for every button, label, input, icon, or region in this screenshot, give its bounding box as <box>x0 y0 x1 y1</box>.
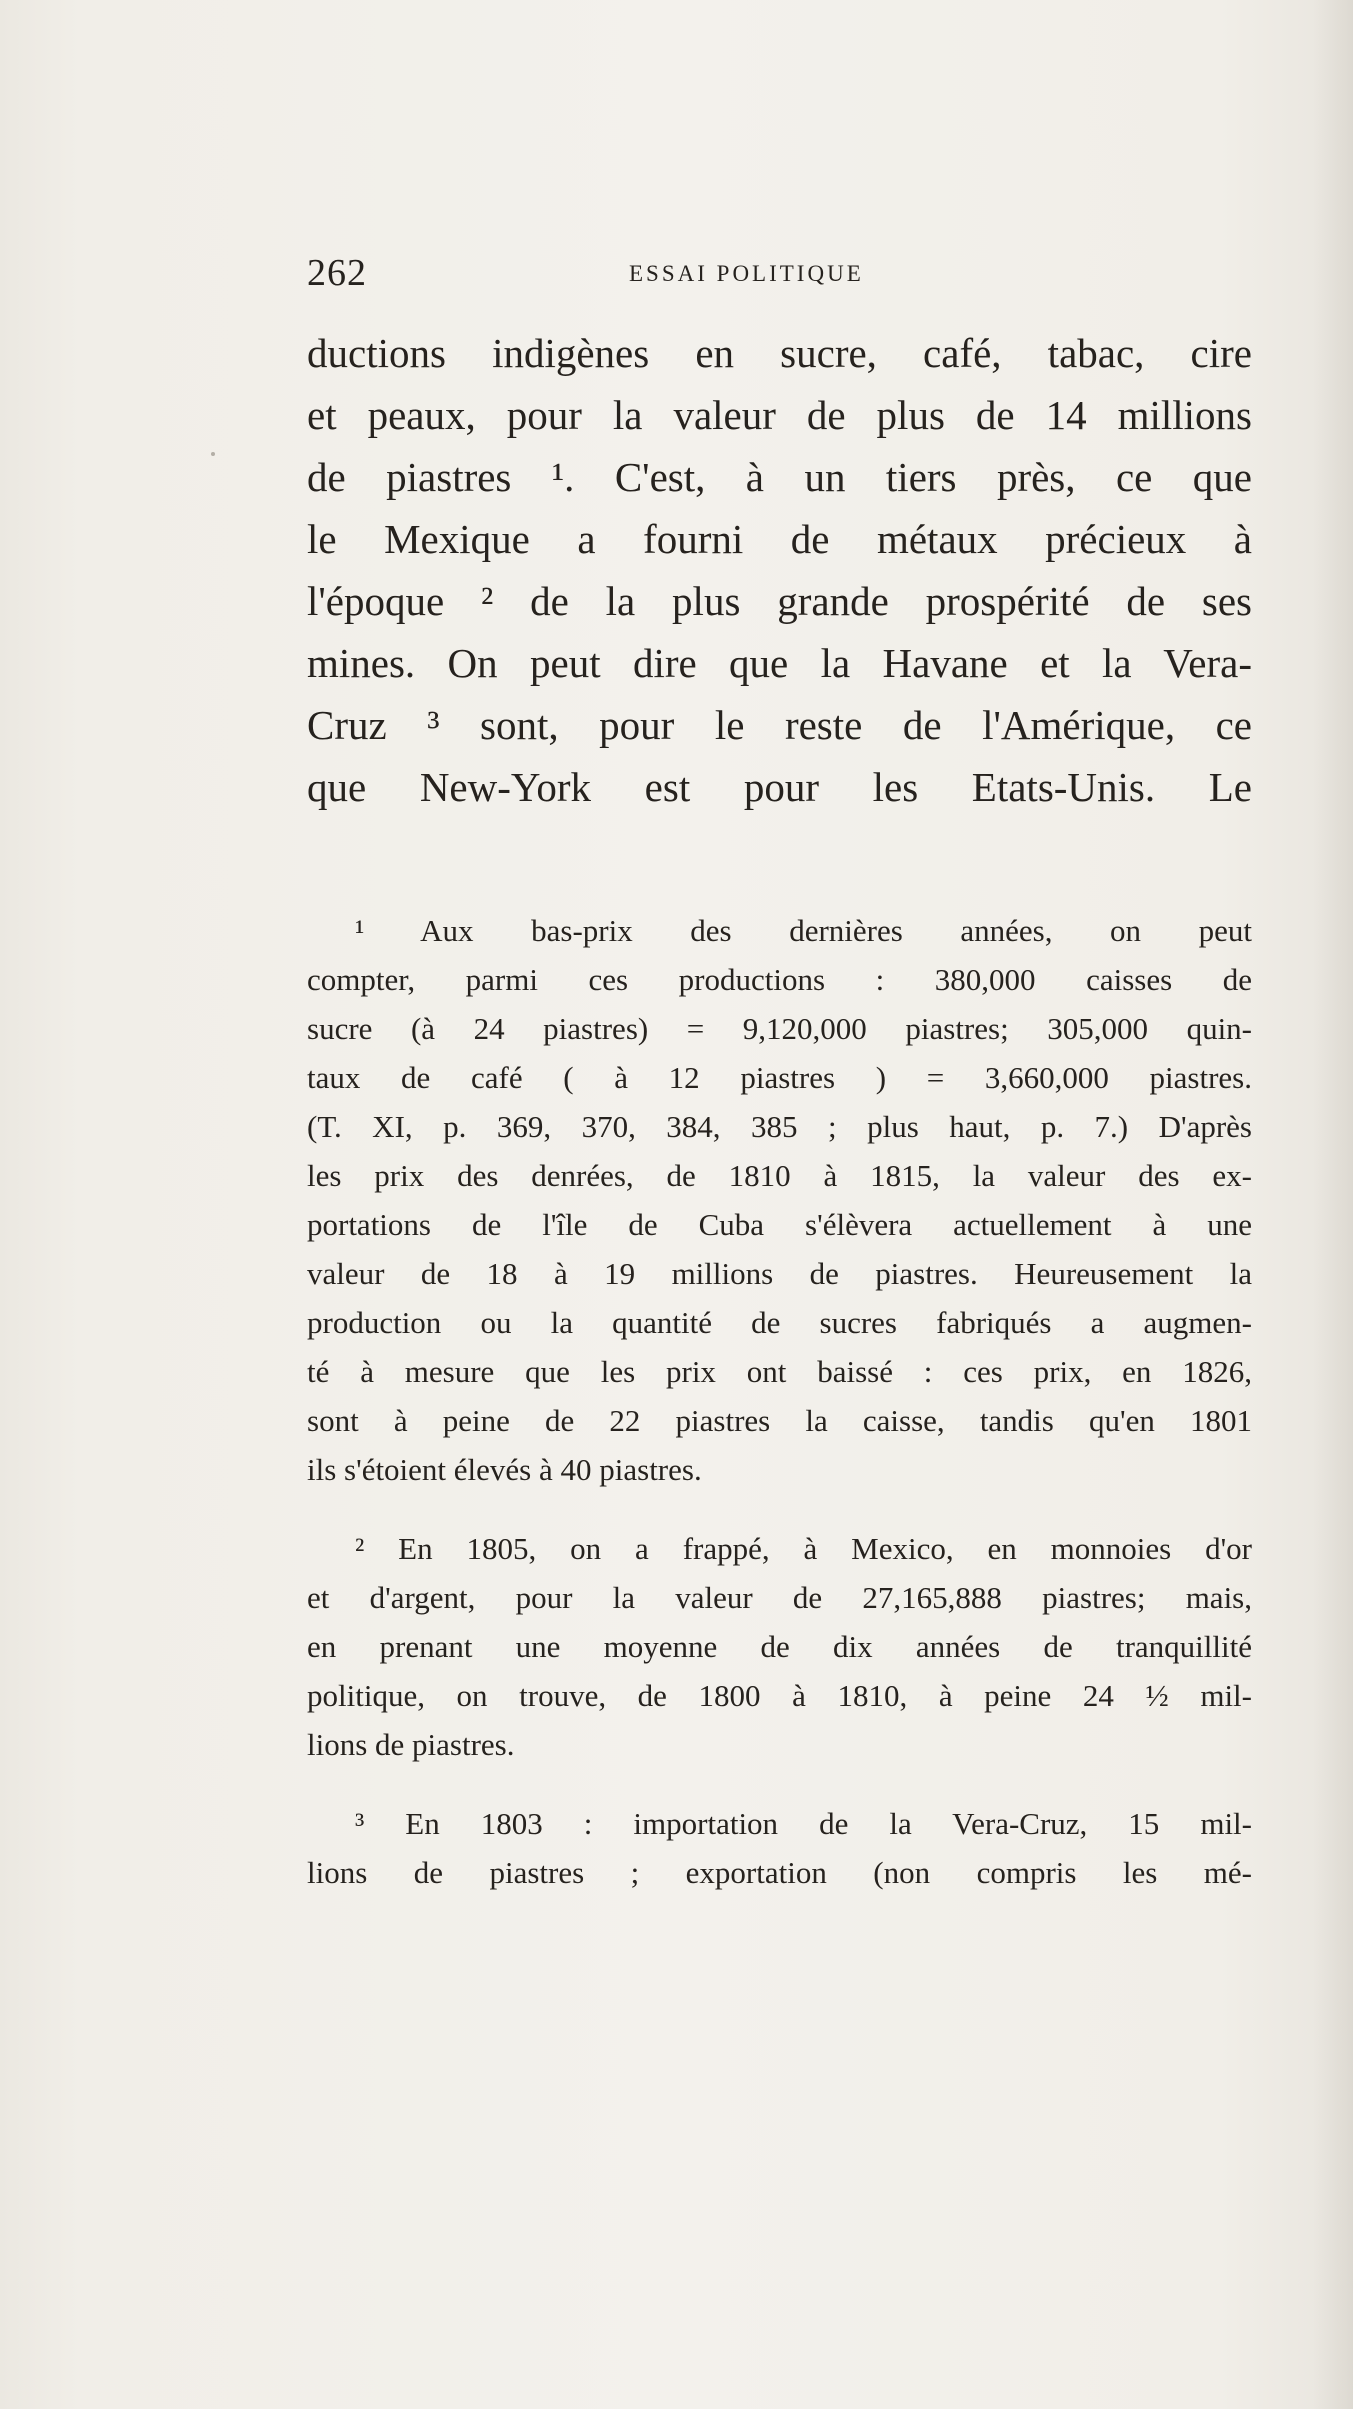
text-line: ductions indigènes en sucre, café, tabac, cire <box>307 330 1252 376</box>
text-line: et peaux, pour la valeur de plus de 14 millions <box>307 392 1252 438</box>
running-title: ESSAI POLITIQUE <box>629 261 864 286</box>
footnote-line: valeur de 18 à 19 millions de piastres. Heureusement la <box>307 1256 1252 1291</box>
footnote-line: les prix des denrées, de 1810 à 1815, la valeur des ex- <box>307 1158 1252 1193</box>
footnote-line: production ou la quantité de sucres fabriqués a augmen- <box>307 1305 1252 1340</box>
text-line: l'époque ² de la plus grande prospérité de ses <box>307 578 1252 624</box>
footnote-line: politique, on trouve, de 1800 à 1810, à peine 24 ½ mil- <box>307 1678 1252 1713</box>
text-line: mines. On peut dire que la Havane et la Vera- <box>307 640 1252 686</box>
footnote-3 <box>307 1799 1252 1897</box>
running-head <box>307 248 1252 298</box>
text-line: Cruz ³ sont, pour le reste de l'Amérique, ce <box>307 702 1252 748</box>
footnote-line: sucre (à 24 piastres) = 9,120,000 piastres; 305,000 quin- <box>307 1011 1252 1046</box>
footnote-2 <box>307 1524 1252 1769</box>
footnotes <box>307 906 1252 1927</box>
footnote-1 <box>307 906 1252 1494</box>
footnote-line: ¹ Aux bas-prix des dernières années, on peut <box>355 913 1252 948</box>
footnote-line: ³ En 1803 : importation de la Vera-Cruz, 15 mil- <box>355 1806 1252 1841</box>
page-edge-shadow <box>1313 0 1353 2409</box>
footnote-line: taux de café ( à 12 piastres ) = 3,660,000 piastres. <box>307 1060 1252 1095</box>
footnote-line: compter, parmi ces productions : 380,000 caisses de <box>307 962 1252 997</box>
footnote-line: portations de l'île de Cuba s'élèvera actuellement à une <box>307 1207 1252 1242</box>
main-text <box>307 322 1252 818</box>
footnote-line: lions de piastres ; exportation (non compris les mé- <box>307 1855 1252 1890</box>
text-line: que New-York est pour les Etats-Unis. Le <box>307 764 1252 810</box>
footnote-line: sont à peine de 22 piastres la caisse, tandis qu'en 1801 <box>307 1403 1252 1438</box>
text-line: de piastres ¹. C'est, à un tiers près, ce que <box>307 454 1252 500</box>
footnote-line: ils s'étoient élevés à 40 piastres. <box>307 1452 702 1487</box>
footnote-line: ² En 1805, on a frappé, à Mexico, en monnoies d'or <box>355 1531 1252 1566</box>
page-number: 262 <box>307 252 367 294</box>
paper-speck <box>211 452 215 456</box>
footnote-line: en prenant une moyenne de dix années de tranquillité <box>307 1629 1252 1664</box>
footnote-line: lions de piastres. <box>307 1727 515 1762</box>
footnote-line: et d'argent, pour la valeur de 27,165,888 piastres; mais, <box>307 1580 1252 1615</box>
footnote-line: té à mesure que les prix ont baissé : ces prix, en 1826, <box>307 1354 1252 1389</box>
text-line: le Mexique a fourni de métaux précieux à <box>307 516 1252 562</box>
footnote-line: (T. XI, p. 369, 370, 384, 385 ; plus haut, p. 7.) D'après <box>307 1109 1252 1144</box>
